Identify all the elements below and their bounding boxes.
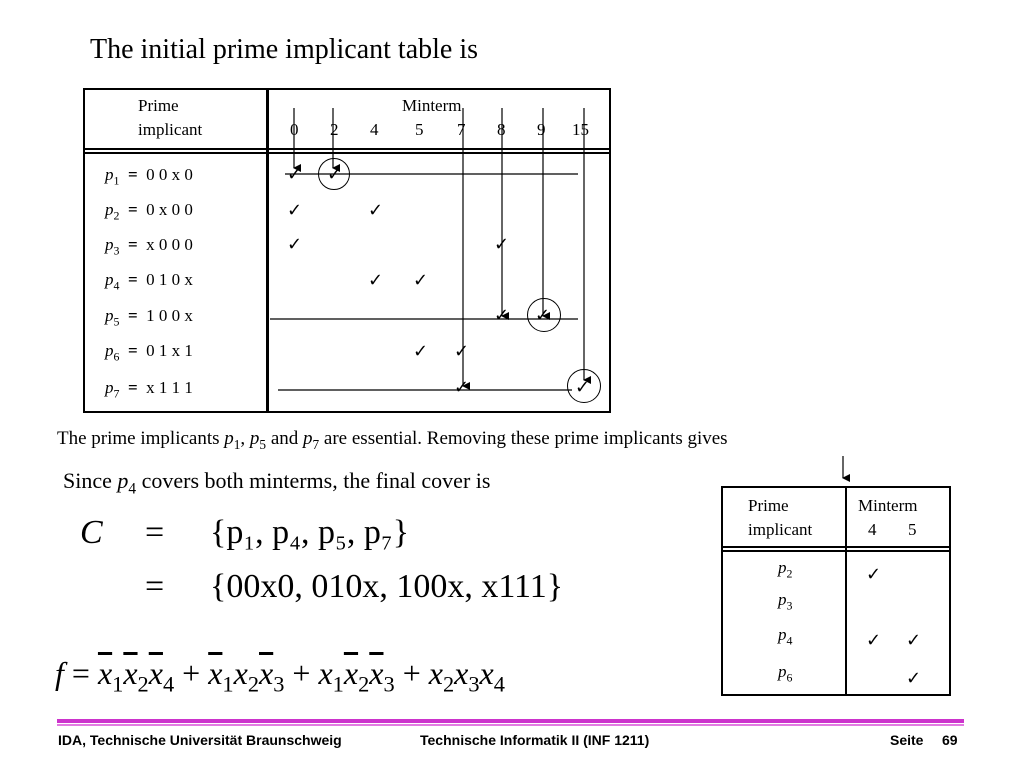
minterm-label: 5 — [908, 520, 917, 539]
check-icon: ✓ — [287, 164, 303, 185]
footer-rule — [57, 719, 964, 723]
check-icon: ✓ — [413, 341, 429, 362]
table-row: $p_4 = 0$ 1 0 x — [105, 270, 193, 293]
table-row: $p_7 = x$ 1 1 1 — [105, 378, 193, 401]
check-icon: ✓ — [454, 377, 470, 398]
header-minterm: Minterm — [858, 496, 918, 515]
check-icon: ✓ — [906, 668, 922, 689]
minterm-label: 2 — [330, 120, 339, 139]
table-row: $p_6 = 0$ 1 x 1 — [105, 341, 193, 364]
check-icon: ✓ — [454, 341, 470, 362]
minterm-label: 8 — [497, 120, 506, 139]
check-icon: ✓ — [866, 630, 882, 651]
check-icon: ✓ — [327, 164, 343, 185]
check-icon: ✓ — [368, 200, 384, 221]
page-title: The initial prime implicant table is — [90, 34, 479, 65]
table-divider-vertical — [845, 486, 847, 696]
check-icon: ✓ — [866, 564, 882, 585]
check-icon: ✓ — [494, 305, 510, 326]
footer-institution: IDA, Technische Universität Braunschweig — [58, 732, 342, 748]
footer-page-number: 69 — [942, 732, 958, 748]
essential-sentence: The prime implicants $p_1$, $p_5$ and $p_7$ are essential. Removing these prime implicants gives — [57, 428, 728, 452]
footer-rule-shadow — [57, 724, 964, 726]
footer-page-label: Seite — [890, 732, 924, 748]
table-row: $p_2 = 0$ x 0 0 — [105, 200, 193, 223]
cover-set-binary: {00x0, 010x, 100x, x111} — [210, 568, 564, 605]
minterm-label: 15 — [572, 120, 589, 139]
header-minterm: Minterm — [402, 96, 462, 115]
header-prime: Prime — [748, 496, 789, 515]
final-cover-sentence: Since $p_4$ covers both minterms, the final cover is — [63, 468, 491, 498]
check-icon: ✓ — [287, 234, 303, 255]
minterm-label: 7 — [457, 120, 466, 139]
check-icon: ✓ — [575, 377, 591, 398]
table-row: $p_2$ — [778, 558, 793, 581]
header-prime: Prime — [138, 96, 179, 115]
check-icon: ✓ — [413, 270, 429, 291]
equals-sign: = — [145, 568, 165, 605]
minterm-label: 5 — [415, 120, 424, 139]
boolean-function: $f = \overline{x}_1\overline{x}_2\overline{x}_4 + \overline{x}_1x_2\overline{x}_3 + x_1\overline{x}_2\overline{x}_3 + x_2x_3x_4$ — [55, 655, 505, 697]
header-implicant: implicant — [748, 520, 813, 539]
cover-set-symbolic: {p₁, p₄, p₅, p₇} — [210, 514, 410, 551]
equals-sign: = — [145, 514, 165, 551]
minterm-label: 4 — [868, 520, 877, 539]
check-icon: ✓ — [494, 234, 510, 255]
table-divider-horizontal-2 — [721, 550, 951, 552]
table-row: $p_1 = 0$ 0 x 0 — [105, 165, 193, 188]
table-frame — [721, 486, 951, 696]
table-row: $p_4$ — [778, 625, 793, 648]
check-icon: ✓ — [287, 200, 303, 221]
check-icon: ✓ — [368, 270, 384, 291]
footer-course: Technische Informatik II (INF 1211) — [420, 732, 650, 748]
check-icon: ✓ — [535, 305, 551, 326]
header-implicant: implicant — [138, 120, 203, 139]
cover-lhs: C — [80, 514, 103, 551]
minterm-label: 4 — [370, 120, 379, 139]
table-row: $p_6$ — [778, 662, 793, 685]
minterm-label: 9 — [537, 120, 546, 139]
check-icon: ✓ — [906, 630, 922, 651]
table-row: $p_5 = 1$ 0 0 x — [105, 306, 193, 329]
table-row: $p_3$ — [778, 590, 793, 613]
minterm-label: 0 — [290, 120, 299, 139]
table-row: $p_3 = x$ 0 0 0 — [105, 235, 193, 258]
table-divider-horizontal-1 — [721, 546, 951, 548]
